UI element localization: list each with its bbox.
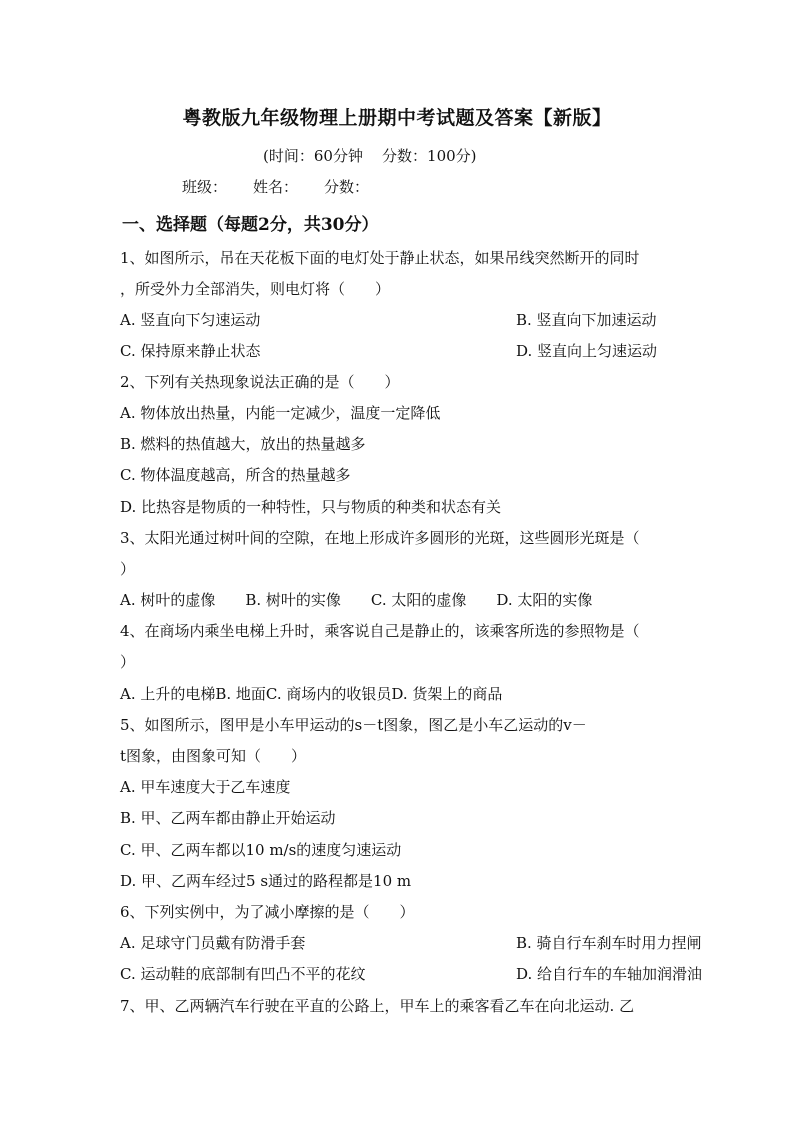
option-b: B. 竖直向下加速运动 [516, 311, 657, 329]
question-4-stem-line-2: ） [120, 653, 136, 671]
option-c: C. 运动鞋的底部制有凹凸不平的花纹 [120, 965, 366, 983]
score-label: 分数： [324, 178, 370, 196]
exam-total-score: 分数：100分) [382, 147, 477, 165]
option-d: D. 给自行车的车轴加润滑油 [516, 965, 703, 983]
question-2-option-b: B. 燃料的热值越大，放出的热量越多 [120, 435, 366, 453]
question-5-option-a: A. 甲车速度大于乙车速度 [120, 778, 291, 796]
page-title: 粤教版九年级物理上册期中考试题及答案【新版】 [182, 107, 612, 129]
class-label: 班级： [182, 178, 228, 196]
option-b: B. 骑自行车刹车时用力捏闸 [516, 934, 702, 952]
question-3-stem-line-2: ） [120, 560, 136, 578]
question-1-options-row-2 [120, 341, 680, 361]
question-5-option-c: C. 甲、乙两车都以10 m/s的速度匀速运动 [120, 841, 402, 859]
question-2-option-c: C. 物体温度越高，所含的热量越多 [120, 466, 351, 484]
section-heading: 一、选择题（每题2分，共30分） [122, 215, 379, 235]
question-1-options-row-1 [120, 310, 680, 330]
question-6-options-row-1 [120, 933, 702, 953]
question-1-stem-line-1: 1、如图所示，吊在天花板下面的电灯处于静止状态，如果吊线突然断开的同时 [120, 249, 640, 267]
question-5-stem-line-1: 5、如图所示，图甲是小车甲运动的s－t图象，图乙是小车乙运动的v－ [120, 716, 587, 734]
exam-time: (时间：60分钟 [263, 147, 363, 165]
question-3-options: A. 树叶的虚像 B. 树叶的实像 C. 太阳的虚像 D. 太阳的实像 [120, 591, 593, 609]
exam-meta [263, 145, 477, 166]
question-2-option-a: A. 物体放出热量，内能一定减少，温度一定降低 [120, 404, 441, 422]
question-5-option-d: D. 甲、乙两车经过5 s通过的路程都是10 m [120, 872, 412, 890]
question-1-stem-line-2: ，所受外力全部消失，则电灯将（ ） [120, 280, 391, 298]
question-2-option-d: D. 比热容是物质的一种特性，只与物质的种类和状态有关 [120, 498, 502, 516]
option-d: D. 竖直向上匀速运动 [516, 342, 658, 360]
question-5-option-b: B. 甲、乙两车都由静止开始运动 [120, 809, 336, 827]
option-a: A. 竖直向下匀速运动 [120, 311, 261, 329]
name-label: 姓名： [253, 178, 299, 196]
question-3-stem-line-1: 3、太阳光通过树叶间的空隙，在地上形成许多圆形的光斑，这些圆形光斑是（ [120, 529, 640, 547]
option-a: A. 足球守门员戴有防滑手套 [120, 934, 306, 952]
question-6-options-row-2 [120, 964, 703, 984]
question-4-stem-line-1: 4、在商场内乘坐电梯上升时，乘客说自己是静止的，该乘客所选的参照物是（ [120, 622, 640, 640]
question-4-options: A. 上升的电梯B. 地面C. 商场内的收银员D. 货架上的商品 [120, 685, 503, 703]
option-c: C. 保持原来静止状态 [120, 342, 261, 360]
question-7-stem: 7、甲、乙两辆汽车行驶在平直的公路上，甲车上的乘客看乙车在向北运动. 乙 [120, 997, 635, 1015]
student-info [182, 176, 395, 197]
question-6-stem: 6、下列实例中，为了减小摩擦的是（ ） [120, 903, 415, 921]
question-2-stem: 2、下列有关热现象说法正确的是（ ） [120, 373, 400, 391]
question-5-stem-line-2: t图象，由图象可知（ ） [120, 747, 307, 765]
